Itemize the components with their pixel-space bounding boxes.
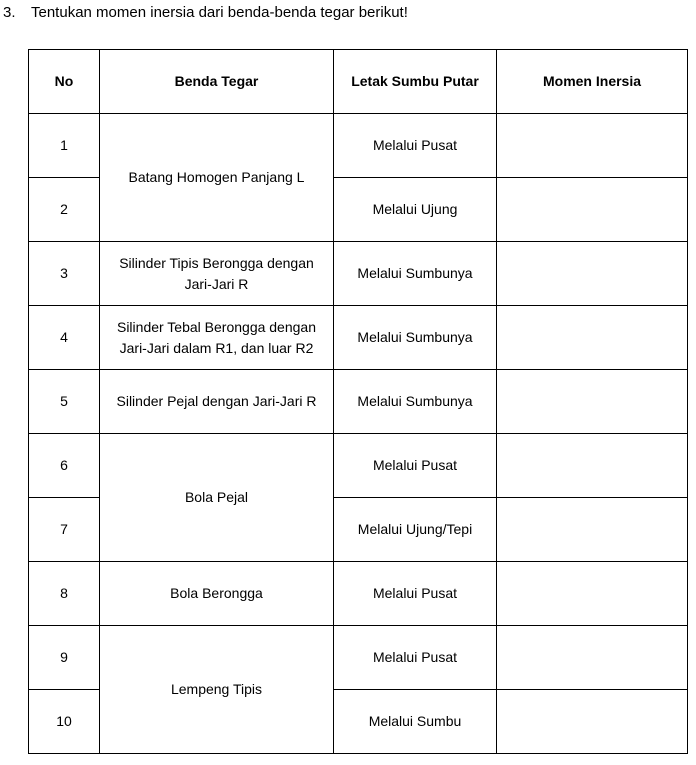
table-row <box>29 306 688 370</box>
object-cell: Batang Homogen Panjang L <box>100 114 334 242</box>
axis-cell: Melalui Sumbunya <box>334 306 497 370</box>
row-number: 6 <box>29 434 100 498</box>
moment-cell <box>497 498 688 562</box>
axis-cell: Melalui Pusat <box>334 114 497 178</box>
row-number: 5 <box>29 370 100 434</box>
axis-cell: Melalui Pusat <box>334 562 497 626</box>
moment-cell <box>497 306 688 370</box>
moment-cell <box>497 626 688 690</box>
moment-cell <box>497 114 688 178</box>
moment-cell <box>497 242 688 306</box>
object-cell: Lempeng Tipis <box>100 626 334 754</box>
object-cell: Bola Berongga <box>100 562 334 626</box>
row-number: 4 <box>29 306 100 370</box>
object-cell: Silinder Pejal dengan Jari-Jari R <box>100 370 334 434</box>
header-moment: Momen Inersia <box>497 50 688 114</box>
axis-cell: Melalui Pusat <box>334 626 497 690</box>
moment-cell <box>497 690 688 754</box>
row-number: 1 <box>29 114 100 178</box>
object-cell: Silinder Tipis Berongga dengan Jari-Jari R <box>100 242 334 306</box>
axis-cell: Melalui Ujung <box>334 178 497 242</box>
row-number: 8 <box>29 562 100 626</box>
object-cell: Bola Pejal <box>100 434 334 562</box>
axis-cell: Melalui Pusat <box>334 434 497 498</box>
table-row <box>29 114 688 178</box>
header-object: Benda Tegar <box>100 50 334 114</box>
row-number: 7 <box>29 498 100 562</box>
row-number: 3 <box>29 242 100 306</box>
moment-cell <box>497 562 688 626</box>
question-text: Tentukan momen inersia dari benda-benda tegar berikut! <box>31 4 408 21</box>
table-row <box>29 562 688 626</box>
header-no: No <box>29 50 100 114</box>
table-row <box>29 370 688 434</box>
table-row <box>29 242 688 306</box>
row-number: 2 <box>29 178 100 242</box>
row-number: 10 <box>29 690 100 754</box>
axis-cell: Melalui Sumbunya <box>334 242 497 306</box>
axis-cell: Melalui Sumbunya <box>334 370 497 434</box>
table-header-row <box>29 50 688 114</box>
table-row <box>29 434 688 498</box>
question-number: 3. <box>3 4 16 21</box>
axis-cell: Melalui Ujung/Tepi <box>334 498 497 562</box>
table-row <box>29 626 688 690</box>
moment-cell <box>497 178 688 242</box>
axis-cell: Melalui Sumbu <box>334 690 497 754</box>
object-cell: Silinder Tebal Berongga dengan Jari-Jari dalam R1, dan luar R2 <box>100 306 334 370</box>
row-number: 9 <box>29 626 100 690</box>
moment-cell <box>497 434 688 498</box>
moment-cell <box>497 370 688 434</box>
header-axis: Letak Sumbu Putar <box>334 50 497 114</box>
question-line <box>0 4 408 21</box>
moment-of-inertia-table <box>28 49 688 754</box>
